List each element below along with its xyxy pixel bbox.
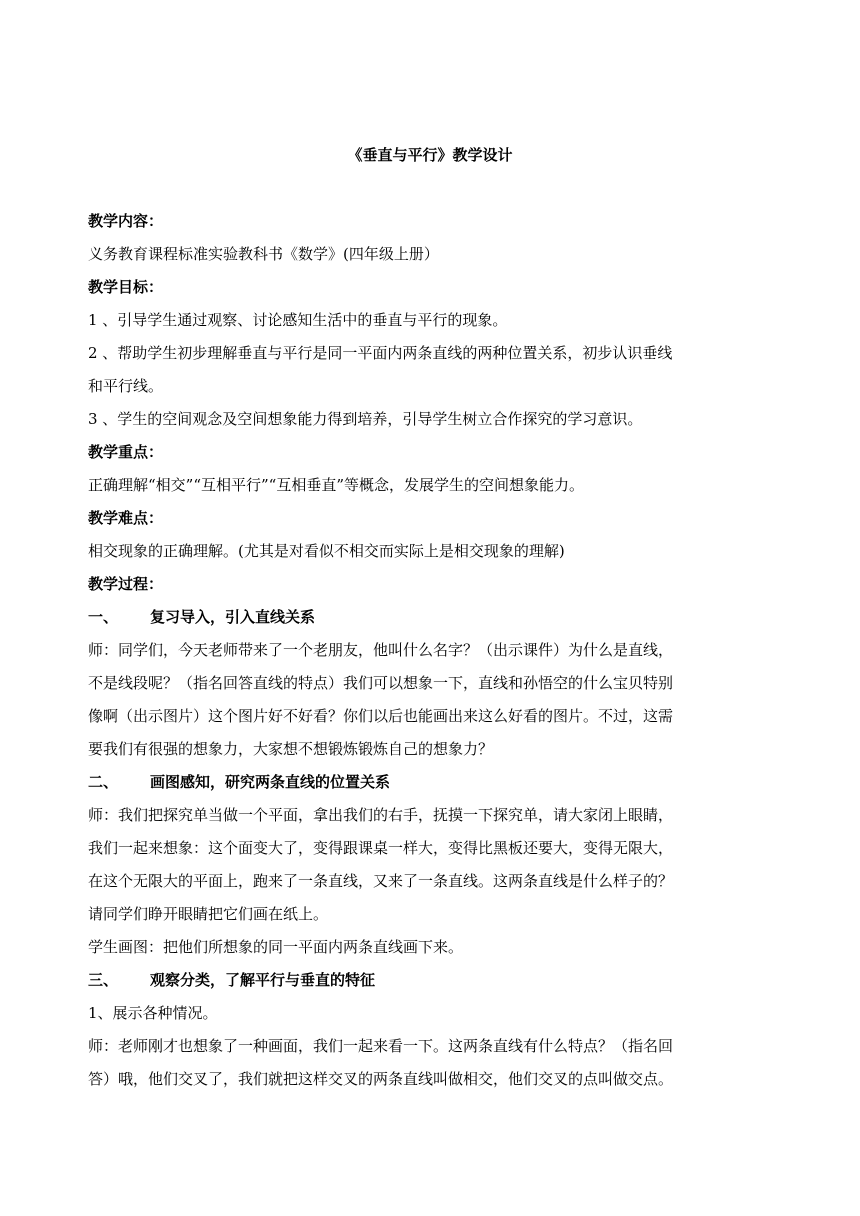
objective-item-3: 3 、学生的空间观念及空间想象能力得到培养，引导学生树立合作探究的学习意识。 [88,410,643,428]
difficulties-text: 相交现象的正确理解。(尤其是对看似不相交而实际上是相交现象的理解) [88,542,565,560]
objective-item-2-line-1: 2 、帮助学生初步理解垂直与平行是同一平面内两条直线的两种位置关系，初步认识垂线 [88,344,673,362]
key-points-text: 正确理解“相交”“互相平行”“互相垂直”等概念，发展学生的空间想象能力。 [88,476,585,494]
content-text: 义务教育课程标准实验教科书《数学》(四年级上册） [88,245,439,263]
section-3-line: 1、展示各种情况。 [88,1004,218,1022]
section-2-line: 师：我们把探究单当做一个平面，拿出我们的右手，抚摸一下探究单，请大家闭上眼睛， [88,806,674,824]
heading-objectives: 教学目标： [88,278,164,296]
section-2-heading [88,766,772,799]
section-3-number: 三、 [88,971,119,989]
section-2-line: 学生画图：把他们所想象的同一平面内两条直线画下来。 [88,938,464,956]
section-1-number: 一、 [88,608,119,626]
section-2-title: 画图感知，研究两条直线的位置关系 [150,773,391,791]
section-3-line: 师：老师刚才也想象了一种画面，我们一起来看一下。这两条直线有什么特点？（指名回 [88,1037,674,1055]
section-3-heading [88,964,772,997]
document-body [88,205,772,1096]
section-1-heading [88,601,772,634]
section-2-line: 在这个无限大的平面上，跑来了一条直线，又来了一条直线。这两条直线是什么样子的？ [88,872,674,890]
section-1-line: 要我们有很强的想象力，大家想不想锻炼锻炼自己的想象力？ [88,740,494,758]
document-title: 《垂直与平行》教学设计 [347,146,513,164]
heading-key-points: 教学重点： [88,443,164,461]
section-1-line: 师：同学们，今天老师带来了一个老朋友，他叫什么名字？（出示课件）为什么是直线， [88,641,674,659]
section-3-line: 答）哦，他们交叉了，我们就把这样交叉的两条直线叫做相交，他们交叉的点叫做交点。 [88,1070,674,1088]
objective-item-2-line-2: 和平行线。 [88,377,164,395]
section-1-line: 不是线段呢？（指名回答直线的特点）我们可以想象一下，直线和孙悟空的什么宝贝特别 [88,674,674,692]
section-1-title: 复习导入，引入直线关系 [150,608,316,626]
section-2-line: 请同学们睁开眼睛把它们画在纸上。 [88,905,329,923]
heading-difficulties: 教学难点： [88,509,164,527]
objective-item-1: 1 、引导学生通过观察、讨论感知生活中的垂直与平行的现象。 [88,311,508,329]
section-1-line: 像啊（出示图片）这个图片好不好看？你们以后也能画出来这么好看的图片。不过，这需 [88,707,674,725]
heading-process: 教学过程： [88,575,164,593]
section-2-number: 二、 [88,773,119,791]
section-3-title: 观察分类，了解平行与垂直的特征 [150,971,376,989]
section-2-line: 我们一起来想象：这个面变大了，变得跟课桌一样大，变得比黑板还要大，变得无限大， [88,839,674,857]
heading-content: 教学内容： [88,212,164,230]
